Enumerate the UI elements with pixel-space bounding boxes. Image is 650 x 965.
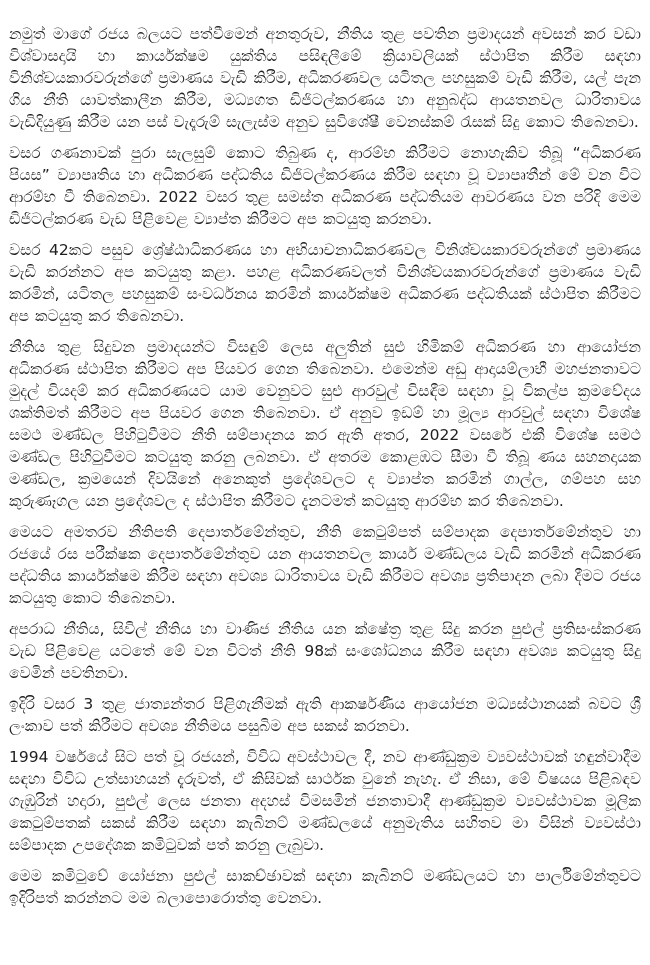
paragraph-new-constitution: 1994 වර්ෂයේ සිට පත් වූ රජයන්, විවිධ අවස්ථාවල දී, නව ආණ්ඩුක්‍රම ව්‍යවස්ථාවක් හඳුන්වාදීම සඳහා විවිධ උත්සාහයන් දැරුවත්, ඒ කිසිවක් සාර්ථක වුනේ නැහැ. ඒ නිසා, මේ විෂයය පිළිබඳව ගැඹුරින් හදාරා, පුළුල් ලෙස ජනතා අදහස් විමසමින් ජනතාවාදී ආණ්ඩුක්‍රම ව්‍යවස්ථාවක මූලික කෙටුම්පතක් සකස් කිරීම සඳහා කැබිනට් මණ්ඩලයේ අනුමැතිය සහිතව මා විසින් ව්‍යවස්ථා සම්පාදක උපදේශක කමිටුවක් පත් කරනු ලැබුවා. <box>9 748 641 854</box>
paragraph-adhikarana-piyasa: වසර ගණනාවක් පුරා සැලසුම් කොට තිබුණ ද, ආරම්භ කිරීමට නොහැකිව තිබූ “අධිකරණ පියස” ව්‍යාපෘතිය හා අධිකරණ පද්ධතිය ඩිජිටල්කරණය කිරීම සඳහා වූ ව්‍යාපෘතීන් මේ වන විට ආරම්භ වී තිබෙනවා. 2022 වසර තුළ සමස්ත අධිකරණ පද්ධතියම ආවරණය වන පරිදි මෙම ඩිජිටල්කරණ වැඩ පිළිවෙළ ව්‍යාප්ත කිරීමට අප කටයුතු කරනවා. <box>9 144 641 228</box>
paragraph-committee-proposals: මෙම කමිටුවේ යෝජනා පුළුල් සාකච්ඡාවක් සඳහා කැබිනට් මණ්ඩලයට හා පාර්ලිමේන්තුවට ඉදිරිපත් කරන්නට මම බලාපොරොත්තු වෙනවා. <box>9 867 641 907</box>
paragraph-justice-reform-plan: නමුත් මාගේ රජය බලයට පත්වීමෙන් අනතුරුව, නීතිය තුළ පවතින ප්‍රමාදයන් අවසන් කර වඩා විශ්වාසදායි හා කාර්යක්ෂම යුක්තිය පසිඳලීමේ ක්‍රියාවලියක් ස්ථාපිත කිරීම සඳහා විනිශ්චයකාරවරුන්ගේ ප්‍රමාණය වැඩි කිරීම, අධිකරණවල යටිතල පහසුකම් වැඩි කිරීම, යල් පැන ගිය නීති යාවත්කාලීන කිරීම, මධ්‍යගත ඩිජිටල්කරණය හා අනුබද්ධ ආයතනවල ධාරිතාවය වැඩිදියුණු කිරීම යන පස් වැදෑරුම් සැලැස්ම අනුව සුවිශේෂී වෙනස්කම් රැසක් සිදු කොට තිබෙනවා. <box>9 25 641 131</box>
paragraph-small-claims-mediation: නීතිය තුළ සිදුවන ප්‍රමාදයන්ට විසඳුම් ලෙස අලුතින් සුළු හිමිකම් අධිකරණ හා ආයෝජන අධිකරණ ස්ථාපිත කිරීමට අප පියවර ගෙන තිබෙනවා. එමෙන්ම අඩු ආදායම්ලාභී මහජනතාවට මුදල් වියදම් කර අධිකරණයට යාම වෙනුවට සුළු ආරවුල් විසඳීම සඳහා වූ විකල්ප ක්‍රමවේදය ශක්තිමත් කිරීමට අප පියවර ගෙන තිබෙනවා. ඒ අනුව ඉඩම් හා මූල්‍ය ආරවුල් සඳහා විශේෂ සමථ මණ්ඩල පිහිටුවීමට නීති සම්පාදනය කර ඇති අතර, 2022 වසරේ එකී විශේෂ සමථ මණ්ඩල පිහිටුවීමට කටයුතු කරනු ලබනවා. ඒ අතරම කොළඹට සීමා වී තිබූ ණය සහනදායක මණ්ඩල, ක්‍රමයෙන් දිවයිනේ අනෙකුත් ප්‍රදේශවලට ද ව්‍යාප්ත කරමින් ගාල්ල, ගම්පහ සහ කුරුණෑගල යන ප්‍රදේශවල ද ස්ථාපිත කිරීමට දැනටමත් කටයුතු ආරම්භ කර තිබෙනවා. <box>9 338 641 510</box>
paragraph-judge-numbers: වසර 42කට පසුව ශ්‍රේෂ්ඨාධිකරණය හා අභියාචනාධිකරණවල විනිශ්චයකාරවරුන්ගේ ප්‍රමාණය වැඩි කරන්නට අප කටයුතු කළා. පහළ අධිකරණවලත් විනිශ්චයකාරවරුන්ගේ ප්‍රමාණය වැඩි කරමින්, යටිතල පහසුකම් සංවර්ධනය කරමින් කාර්යක්ෂම අධිකරණ පද්ධතියක් ස්ථාපිත කිරීමට අප කටයුතු කර තිබෙනවා. <box>9 241 641 325</box>
paragraph-departments-capacity: මෙයට අමතරව නීතිපති දෙපාර්තමේන්තුව, නීති කෙටුම්පත් සම්පාදක දෙපාර්තමේන්තුව හා රජයේ රස පරීක්ෂක දෙපාර්තමේන්තුව යන ආයතනවල කාර්ය මණ්ඩලය වැඩි කරමින් අධිකරණ පද්ධතිය කාර්යක්ෂම කිරීම සඳහා අවශ්‍ය ධාරිතාවය වැඩි කිරීමට අවශ්‍ය ප්‍රතිපාදන ලබා දීමට රජය කටයුතු කොට තිබෙනවා. <box>9 523 641 607</box>
paragraph-law-amendments: අපරාධ නීතිය, සිවිල් නීතිය හා වාණිජ නීතිය යන ක්ෂේත්‍ර තුළ සිදු කරන පුළුල් ප්‍රතිසංස්කරණ වැඩ පිළිවෙළ යටතේ මේ වන විටත් නීති 98ක් සංශෝධනය කිරීම සඳහා අවශ්‍ය කටයුතු සිදු වෙමින් පවතිනවා. <box>9 620 641 682</box>
paragraph-investment-hub: ඉදිරි වසර 3 තුළ ජාත්‍යන්තර පිළිගැනීමක් ඇති ආකර්ෂණීය ආයෝජන මධ්‍යස්ථානයක් බවට ශ්‍රී ලංකාව පත් කිරීමට අවශ්‍ය නීතිමය පසුබිම අප සකස් කරනවා. <box>9 695 641 735</box>
